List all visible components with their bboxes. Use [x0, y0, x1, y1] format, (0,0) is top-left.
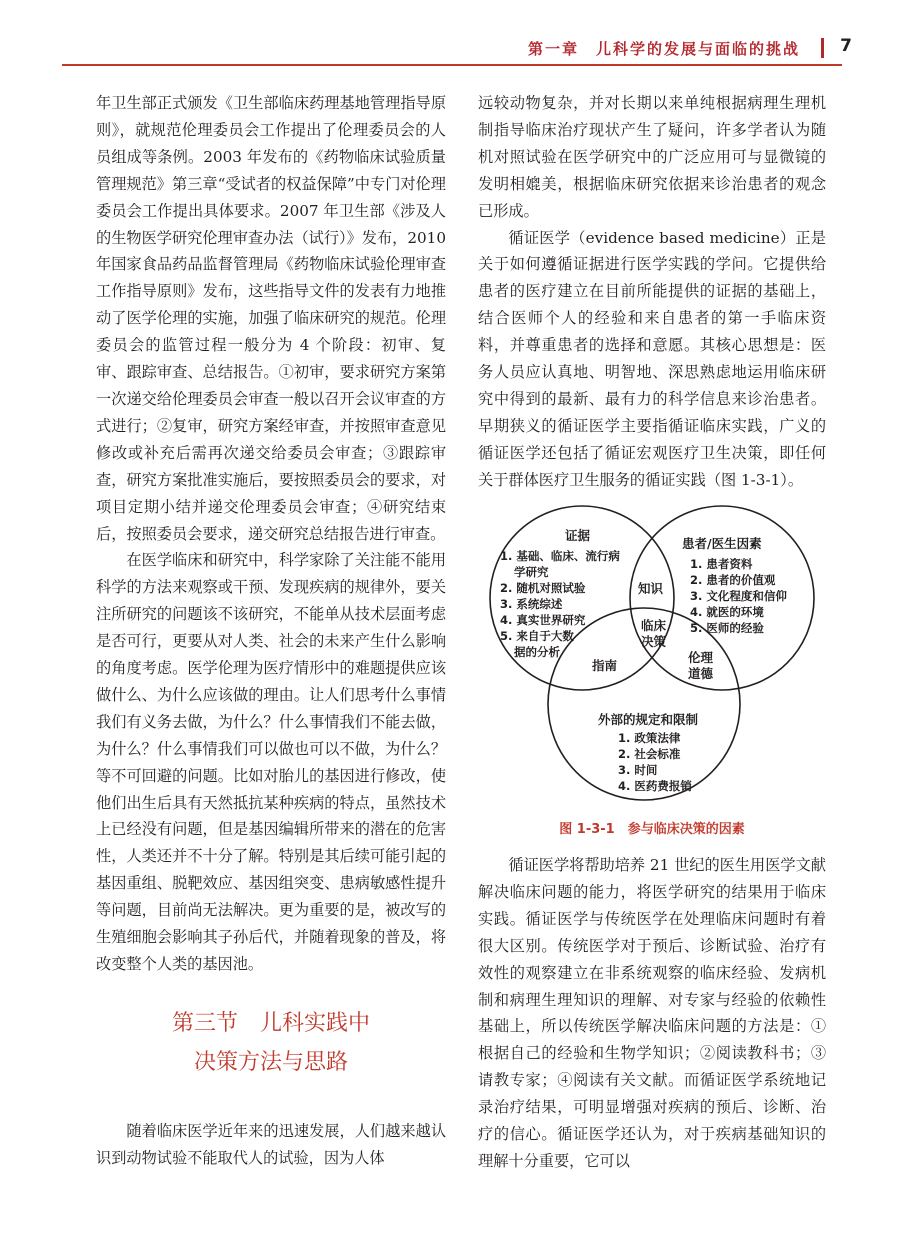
- paragraph: 在医学临床和研究中，科学家除了关注能不能用科学的方法来观察或干预、发现疾病的规律外，要关注所研究的问题该不该研究，不能单从技术层面考虑是否可行，更要从对人类、社会的未来产生什么影响的角度考虑。医学伦理为医疗情形中的难题提供应该做什么、为什么应该做的理由。让人们思考什么事情我们有义务去做，为什么？什么事情我们不能去做，为什么？什么事情我们可以做也可以不做，为什么？等不可回避的问题。比如对胎儿的基因进行修改，使他们出生后具有天然抵抗某种疾病的特点，虽然技术上已经没有问题，但是基因编辑所带来的潜在的危害性，人类还并不十分了解。特别是其后续可能引起的基因重组、脱靶效应、基因组突变、患病敏感性提升等问题，目前尚无法解决。更为重要的是，被改写的生殖细胞会影响其子孙后代，并随着现象的普及，将改变整个人类的基因池。: [96, 551, 446, 973]
- right-column-top: [478, 90, 826, 494]
- clinical-decision-label: 临床: [641, 618, 667, 633]
- left-column: [96, 90, 446, 1172]
- external-title: 外部的规定和限制: [598, 712, 699, 727]
- page-number: 7: [840, 36, 852, 56]
- clinical-decision-label: 决策: [641, 634, 667, 649]
- patient-item: 5. 医师的经验: [690, 621, 764, 635]
- page-header: [0, 0, 900, 72]
- paragraph: 年卫生部正式颁发《卫生部临床药理基地管理指导原则》，就规范伦理委员会工作提出了伦理委员会的人员组成等条例。2003 年发布的《药物临床试验质量管理规范》第三章“受试者的权益保障”中专门对伦理委员会工作提出具体要求。2007 年卫生部《涉及人的生物医学研究伦理审查办法（试行）》发布，2010 年国家食品药品监督管理局《药物临床试验伦理审查工作指导原则》发布，这些指导文件的发表有力地推动了医学伦理的实施，加强了临床研究的规范。伦理委员会的监管过程一般分为 4 个阶段：初审、复审、跟踪审查、总结报告。①初审，要求研究方案第一次递交给伦理委员会审查一般以召开会议审查的方式进行；②复审，研究方案经审查，并按照审查意见修改或补充后需再次递交给委员会审查；③跟踪审查，研究方案批准实施后，要按照委员会的要求，对项目定期小结并递交伦理委员会审查；④研究结束后，按照委员会要求，递交研究总结报告进行审查。: [96, 94, 446, 543]
- chapter-title: 第一章 儿科学的发展与面临的挑战: [527, 40, 800, 58]
- patient-item: 1. 患者资料: [690, 557, 753, 571]
- evidence-item: 4. 真实世界研究: [500, 613, 586, 627]
- external-item: 1. 政策法律: [618, 731, 681, 745]
- section-title: [96, 1004, 446, 1082]
- patient-item: 4. 就医的环境: [690, 605, 764, 619]
- patient-item: 3. 文化程度和信仰: [690, 589, 787, 603]
- evidence-item: 3. 系统综述: [500, 597, 563, 611]
- ethics-label: 伦理: [688, 650, 714, 665]
- external-item: 3. 时间: [618, 763, 658, 777]
- venn-diagram: [478, 498, 826, 848]
- external-item: 2. 社会标准: [618, 747, 681, 761]
- section-title-line: 决策方法与思路: [193, 1049, 348, 1075]
- evidence-item: 2. 随机对照试验: [500, 581, 586, 595]
- right-column-bottom: [478, 852, 826, 1175]
- evidence-item: 5. 来自于大数: [500, 629, 574, 643]
- header-rule: [62, 64, 842, 66]
- section-title-line: 第三节 儿科实践中: [171, 1010, 370, 1036]
- paragraph: 远较动物复杂，并对长期以来单纯根据病理生理机制指导临床治疗现状产生了疑问，许多学者认为随机对照试验在医学研究中的广泛应用可与显微镜的发明相媲美，根据临床研究依据来诊治患者的观念已形成。: [478, 94, 826, 220]
- knowledge-label: 知识: [638, 581, 664, 596]
- header-separator: [821, 38, 824, 58]
- external-item: 4. 医药费报销: [618, 779, 692, 793]
- paragraph: 循证医学（evidence based medicine）正是关于如何遵循证据进行医学实践的学问。它提供给患者的医疗建立在目前所能提供的证据的基础上，结合医师个人的经验和来自患者的第一手临床资料，并尊重患者的选择和意愿。其核心思想是：医务人员应认真地、明智地、深思熟虑地运用临床研究中得到的最新、最有力的科学信息来诊治患者。早期狭义的循证医学主要指循证临床实践，广义的循证医学还包括了循证宏观医疗卫生决策，即任何关于群体医疗卫生服务的循证实践（图 1-3-1）。: [478, 228, 826, 489]
- patient-title: 患者/医生因素: [682, 536, 762, 551]
- evidence-item: 学研究: [514, 565, 549, 579]
- evidence-item: 1. 基础、临床、流行病: [500, 549, 620, 563]
- guideline-label: 指南: [592, 658, 618, 673]
- evidence-item: 据的分析: [514, 645, 560, 659]
- evidence-title: 证据: [565, 528, 591, 543]
- paragraph: 随着临床医学近年来的迅速发展，人们越来越认识到动物试验不能取代人的试验，因为人体: [96, 1121, 446, 1167]
- patient-item: 2. 患者的价值观: [690, 573, 776, 587]
- ethics-label: 道德: [688, 666, 714, 681]
- figure-caption: 图 1-3-1 参与临床决策的因素: [559, 822, 745, 837]
- paragraph: 循证医学将帮助培养 21 世纪的医生用医学文献解决临床问题的能力，将医学研究的结果用于临床实践。循证医学与传统医学在处理临床问题时有着很大区别。传统医学对于预后、诊断试验、治疗有效性的观察建立在非系统观察的临床经验、发病机制和病理生理知识的理解、对专家与经验的依赖性基础上，所以传统医学解决临床问题的方法是：①根据自己的经验和生物学知识；②阅读教科书；③请教专家；④阅读有关文献。而循证医学系统地记录治疗结果，可明显增强对疾病的预后、诊断、治疗的信心。循证医学还认为，对于疾病基础知识的理解十分重要，它可以: [478, 856, 826, 1170]
- venn-svg: [478, 498, 826, 828]
